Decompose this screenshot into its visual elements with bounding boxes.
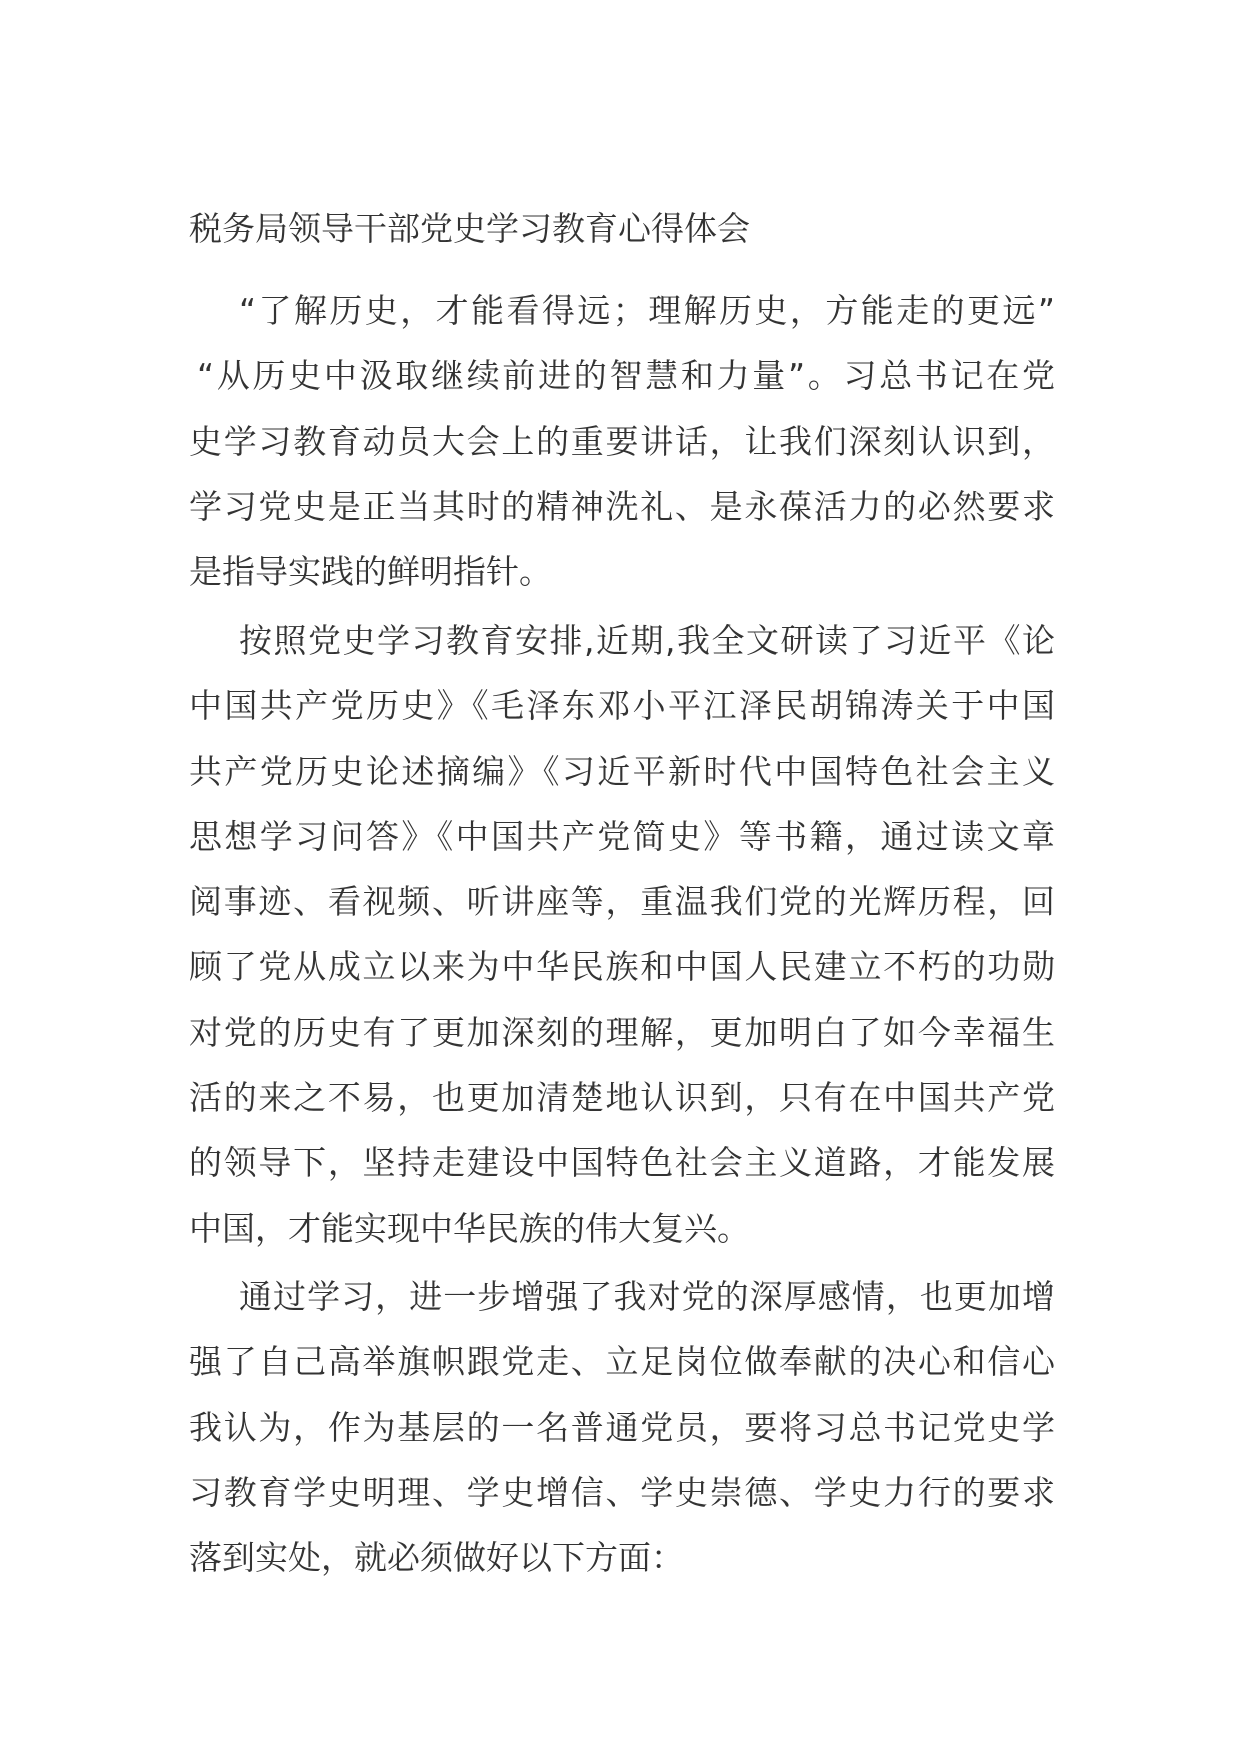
text-line: 落到实处，就必须做好以下方面： (189, 1538, 684, 1578)
text-line: 学习党史是正当其时的精神洗礼、是永葆活力的必然要求 (189, 486, 1055, 526)
text-line: 习教育学史明理、学史增信、学史崇德、学史力行的要求 (189, 1472, 1055, 1512)
text-line: 我认为，作为基层的一名普通党员，要将习总书记党史学 (189, 1407, 1055, 1447)
text-line: 的领导下，坚持走建设中国特色社会主义道路，才能发展 (189, 1143, 1055, 1183)
text-line: 中国共产党历史》《毛泽东邓小平江泽民胡锦涛关于中国 (189, 686, 1055, 726)
text-line: 对党的历史有了更加深刻的理解，更加明白了如今幸福生 (189, 1012, 1055, 1052)
text-line: 强了自己高举旗帜跟党走、立足岗位做奉献的决心和信心 (189, 1342, 1055, 1382)
document-title: 税务局领导干部党史学习教育心得体会 (189, 209, 750, 248)
text-line: 活的来之不易，也更加清楚地认识到，只有在中国共产党 (189, 1078, 1055, 1118)
text-line: 中国，才能实现中华民族的伟大复兴。 (189, 1208, 750, 1248)
text-line: “了解历史，才能看得远；理解历史，方能走的更远” (239, 291, 1055, 330)
text-line: “从历史中汲取继续前进的智慧和力量”。习总书记在党 (197, 356, 1055, 396)
text-line: 史学习教育动员大会上的重要讲话，让我们深刻认识到， (189, 421, 1055, 461)
text-line: 思想学习问答》《中国共产党简史》等书籍，通过读文章 (189, 816, 1055, 856)
paragraph-3 (189, 1264, 1055, 1590)
text-line: 按照党史学习教育安排,近期,我全文研读了习近平《论 (239, 621, 1055, 660)
text-line: 顾了党从成立以来为中华民族和中国人民建立不朽的功勋 (189, 947, 1055, 987)
text-line: 阅事迹、看视频、听讲座等，重温我们党的光辉历程，回 (189, 882, 1055, 922)
text-line: 通过学习，进一步增强了我对党的深厚感情，也更加增 (239, 1277, 1055, 1316)
paragraph-1 (189, 278, 1055, 604)
text-line: 是指导实践的鲜明指针。 (189, 552, 552, 592)
text-line: 共产党历史论述摘编》《习近平新时代中国特色社会主义 (189, 751, 1055, 791)
paragraph-2 (189, 608, 1055, 1261)
